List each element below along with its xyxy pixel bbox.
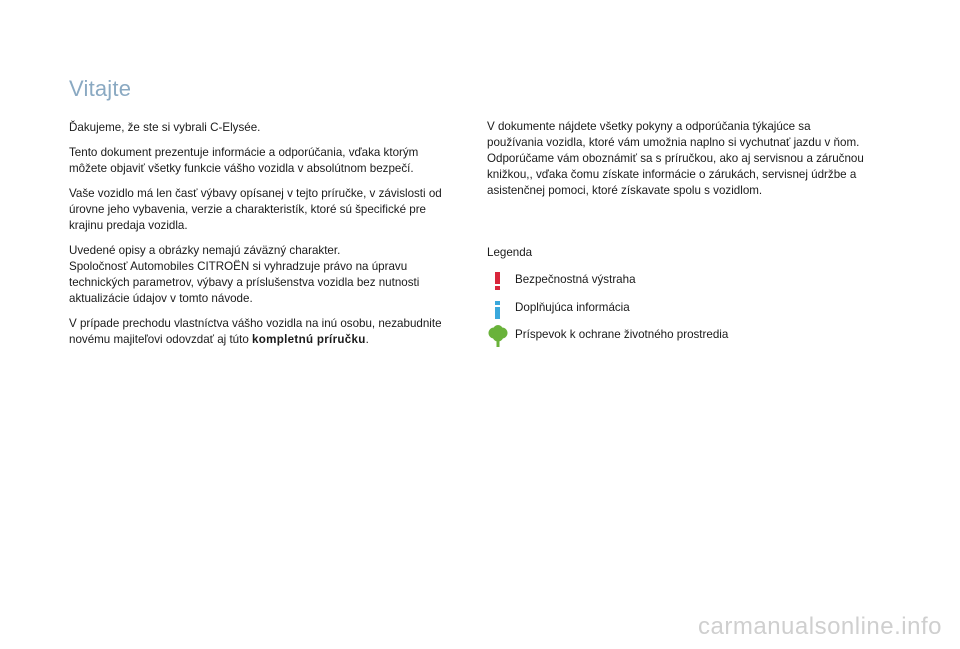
warning-exclamation-icon bbox=[487, 270, 509, 292]
watermark: carmanualsonline.info bbox=[698, 613, 942, 640]
legend-label-info: Doplňujúca informácia bbox=[515, 301, 630, 314]
ownership-text: V prípade prechodu vlastníctva vášho vozidla na inú osobu, nezabudnite novému majiteľovi odovzdať aj túto bbox=[69, 317, 442, 346]
ownership-end: . bbox=[365, 333, 369, 346]
legend-label-warning: Bezpečnostná výstraha bbox=[515, 273, 636, 286]
paragraph-document-info: V dokumente nájdete všetky pokyny a odporúčania týkajúce sa používania vozidla, ktoré vám umožnia naplno si vychutnať jazdu v ňom. Odporúčame vám oboznámiť sa s príručkou, ako aj servisnou a záručnou knižkou,, vďaka čomu získate informácie o zárukách, servisnej údržbe a asistenčnej pomoci, ktoré získavate spolu s vozidlom. bbox=[487, 120, 864, 197]
disclaimer-line-2: Spoločnosť Automobiles CITROËN si vyhradzuje právo na úpravu technických parametrov, výbavy a príslušenstva vozidla bez nutnosti aktualizácie údajov v tomto návode. bbox=[69, 260, 420, 305]
tree-environment-icon bbox=[487, 325, 509, 347]
paragraph-ownership bbox=[69, 316, 459, 348]
legend-item-info bbox=[487, 298, 867, 320]
legend-title: Legenda bbox=[487, 246, 533, 259]
left-column bbox=[69, 120, 459, 357]
paragraph-disclaimer bbox=[69, 243, 459, 307]
legend-item-environment bbox=[487, 325, 867, 347]
page-title: Vitajte bbox=[69, 76, 132, 101]
paragraph-intro: Tento dokument prezentuje informácie a odporúčania, vďaka ktorým môžete objaviť všetky funkcie vášho vozidla v absolútnom bezpečí. bbox=[69, 146, 419, 175]
info-icon bbox=[487, 298, 509, 320]
paragraph-thanks: Ďakujeme, že ste si vybrali C-Elysée. bbox=[69, 121, 261, 134]
right-column bbox=[487, 119, 867, 199]
legend-item-warning bbox=[487, 270, 867, 292]
ownership-bold: kompletnú príručku bbox=[252, 333, 366, 346]
paragraph-equipment: Vaše vozidlo má len časť výbavy opísanej v tejto príručke, v závislosti od úrovne jeho vybavenia, verzie a charakteristík, ktoré sú špecifické pre krajinu predaja vozidla. bbox=[69, 187, 442, 232]
legend-label-environment: Príspevok k ochrane životného prostredia bbox=[515, 328, 729, 341]
disclaimer-line-1: Uvedené opisy a obrázky nemajú záväzný charakter. bbox=[69, 244, 341, 257]
